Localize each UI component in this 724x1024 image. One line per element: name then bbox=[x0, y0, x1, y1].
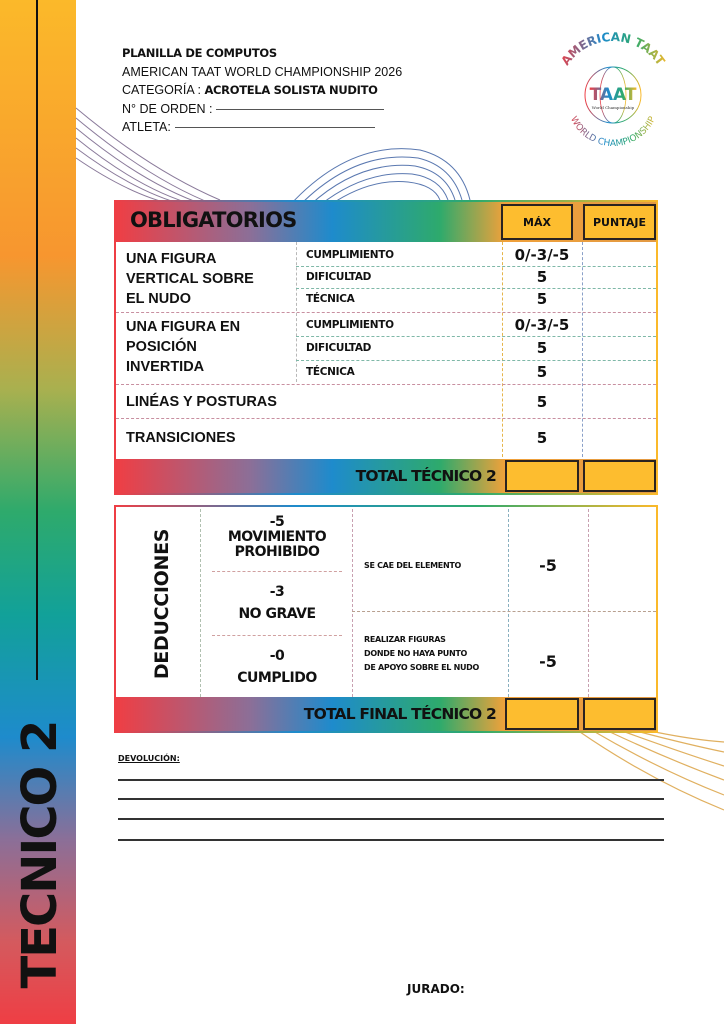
max-value: 5 bbox=[536, 393, 548, 411]
criterion: TÉCNICA bbox=[306, 366, 355, 378]
deduction-score-input[interactable] bbox=[589, 509, 656, 611]
level-label: PROHIBIDO bbox=[234, 544, 320, 560]
score-input[interactable] bbox=[583, 266, 656, 288]
logo-bottom-text: WORLD CHAMPIONSHIP bbox=[567, 115, 658, 150]
score-header: PUNTAJE bbox=[583, 204, 656, 240]
max-value: 5 bbox=[536, 363, 548, 381]
max-value: 5 bbox=[536, 268, 548, 286]
score-input[interactable] bbox=[583, 420, 656, 456]
deduction-level-no-grave bbox=[202, 581, 352, 625]
athlete-row bbox=[122, 118, 422, 137]
level-value: -3 bbox=[269, 584, 285, 600]
order-label: N° DE ORDEN : bbox=[122, 101, 213, 116]
level-label: MOVIMIENTO bbox=[227, 529, 327, 545]
total-tecnico-bar bbox=[116, 459, 656, 493]
divider bbox=[116, 418, 656, 419]
sidebar-title-text: TECNICO 2 bbox=[12, 721, 68, 989]
score-input[interactable] bbox=[583, 386, 656, 418]
obligatorios-title: OBLIGATORIOS bbox=[130, 208, 297, 232]
total-final-max-box[interactable] bbox=[505, 698, 579, 730]
total-tecnico-label: TOTAL TÉCNICO 2 bbox=[355, 467, 496, 485]
total-final-bar bbox=[116, 697, 656, 731]
jurado-label: JURADO: bbox=[407, 982, 465, 996]
label-line: INVERTIDA bbox=[126, 359, 205, 375]
deducciones-title-text: DEDUCCIONES bbox=[151, 528, 173, 680]
deduction-item-desc bbox=[364, 559, 461, 573]
category-value: ACROTELA SOLISTA NUDITO bbox=[204, 83, 378, 97]
criterion: DIFICULTAD bbox=[306, 271, 372, 283]
max-value: 5 bbox=[536, 429, 548, 447]
event-name: AMERICAN TAAT WORLD CHAMPIONSHIP 2026 bbox=[122, 64, 403, 79]
score-input[interactable] bbox=[583, 244, 656, 266]
total-final-score-box[interactable] bbox=[583, 698, 656, 730]
criterion: CUMPLIMIENTO bbox=[306, 249, 394, 261]
deduction-item-value: -5 bbox=[539, 555, 557, 575]
divider bbox=[296, 360, 656, 361]
divider bbox=[296, 288, 656, 289]
header-block bbox=[122, 44, 422, 137]
criterion: DIFICULTAD bbox=[306, 342, 372, 354]
logo-center-sub: World Championship bbox=[591, 105, 635, 110]
obligatorios-header-bar bbox=[116, 202, 656, 242]
criterion: TÉCNICA bbox=[306, 293, 355, 305]
divider bbox=[200, 509, 201, 697]
devolucion-line[interactable] bbox=[118, 839, 664, 841]
max-value: 0/-3/-5 bbox=[514, 316, 570, 334]
total-max-box[interactable] bbox=[505, 460, 579, 492]
athlete-label: ATLETA: bbox=[122, 120, 171, 134]
max-header: MÁX bbox=[501, 204, 573, 240]
desc-line: REALIZAR FIGURAS bbox=[364, 635, 446, 644]
order-row bbox=[122, 100, 422, 119]
level-label: NO GRAVE bbox=[238, 606, 316, 622]
taat-logo bbox=[548, 30, 678, 160]
sidebar-title bbox=[0, 0, 76, 1024]
max-value: 5 bbox=[536, 339, 548, 357]
obligatorios-panel bbox=[114, 200, 658, 495]
max-value: 5 bbox=[536, 290, 548, 308]
sidebar-gradient bbox=[0, 0, 76, 1024]
deduction-level-cumplido bbox=[202, 645, 352, 689]
level-label: CUMPLIDO bbox=[237, 670, 317, 686]
sheet-title: PLANILLA DE COMPUTOS bbox=[122, 46, 277, 60]
deduction-score-input[interactable] bbox=[589, 613, 656, 699]
divider bbox=[212, 635, 342, 636]
desc-line: DE APOYO SOBRE EL NUDO bbox=[364, 663, 480, 672]
label-line: UNA FIGURA EN bbox=[126, 319, 241, 335]
category-label: CATEGORÍA : bbox=[122, 83, 201, 97]
score-input[interactable] bbox=[583, 314, 656, 336]
deduction-level-prohibido bbox=[202, 515, 352, 560]
score-input[interactable] bbox=[583, 336, 656, 360]
athlete-input[interactable] bbox=[175, 127, 375, 128]
total-score-box[interactable] bbox=[583, 460, 656, 492]
devolucion-line[interactable] bbox=[118, 779, 664, 781]
desc-line: SE CAE DEL ELEMENTO bbox=[364, 561, 462, 570]
deduction-item-value: -5 bbox=[539, 651, 557, 671]
label-line: EL NUDO bbox=[126, 291, 191, 307]
max-value: 0/-3/-5 bbox=[514, 246, 570, 264]
divider bbox=[352, 611, 656, 612]
group-2-label bbox=[126, 314, 294, 380]
logo-top-text: AMERICAN TAAT bbox=[558, 30, 668, 68]
level-value: -0 bbox=[269, 648, 285, 664]
label-line: VERTICAL SOBRE bbox=[126, 271, 254, 287]
score-input[interactable] bbox=[583, 360, 656, 384]
divider bbox=[212, 571, 342, 572]
group-1-label bbox=[126, 246, 294, 312]
divider bbox=[296, 336, 656, 337]
label-line: POSICIÓN bbox=[126, 339, 197, 355]
deducciones-panel bbox=[114, 505, 658, 733]
category-row bbox=[122, 81, 422, 100]
divider bbox=[296, 266, 656, 267]
criterion: CUMPLIMIENTO bbox=[306, 319, 394, 331]
logo-center-text: TAAT bbox=[589, 85, 637, 105]
total-final-label: TOTAL FINAL TÉCNICO 2 bbox=[303, 705, 496, 723]
devolucion-line[interactable] bbox=[118, 818, 664, 820]
level-value: -5 bbox=[269, 514, 285, 530]
devolucion-line[interactable] bbox=[118, 798, 664, 800]
divider bbox=[352, 509, 353, 697]
order-input[interactable] bbox=[216, 109, 384, 110]
score-input[interactable] bbox=[583, 288, 656, 310]
deduction-item-desc bbox=[364, 633, 479, 675]
transiciones-label: TRANSICIONES bbox=[126, 430, 236, 446]
devolucion-label: DEVOLUCIÓN: bbox=[118, 754, 180, 763]
desc-line: DONDE NO HAYA PUNTO bbox=[364, 649, 468, 658]
deducciones-title bbox=[130, 507, 194, 701]
label-line: UNA FIGURA bbox=[126, 251, 217, 267]
divider bbox=[116, 384, 656, 385]
lineas-posturas-label: LINÉAS Y POSTURAS bbox=[126, 394, 277, 410]
divider bbox=[116, 312, 656, 313]
